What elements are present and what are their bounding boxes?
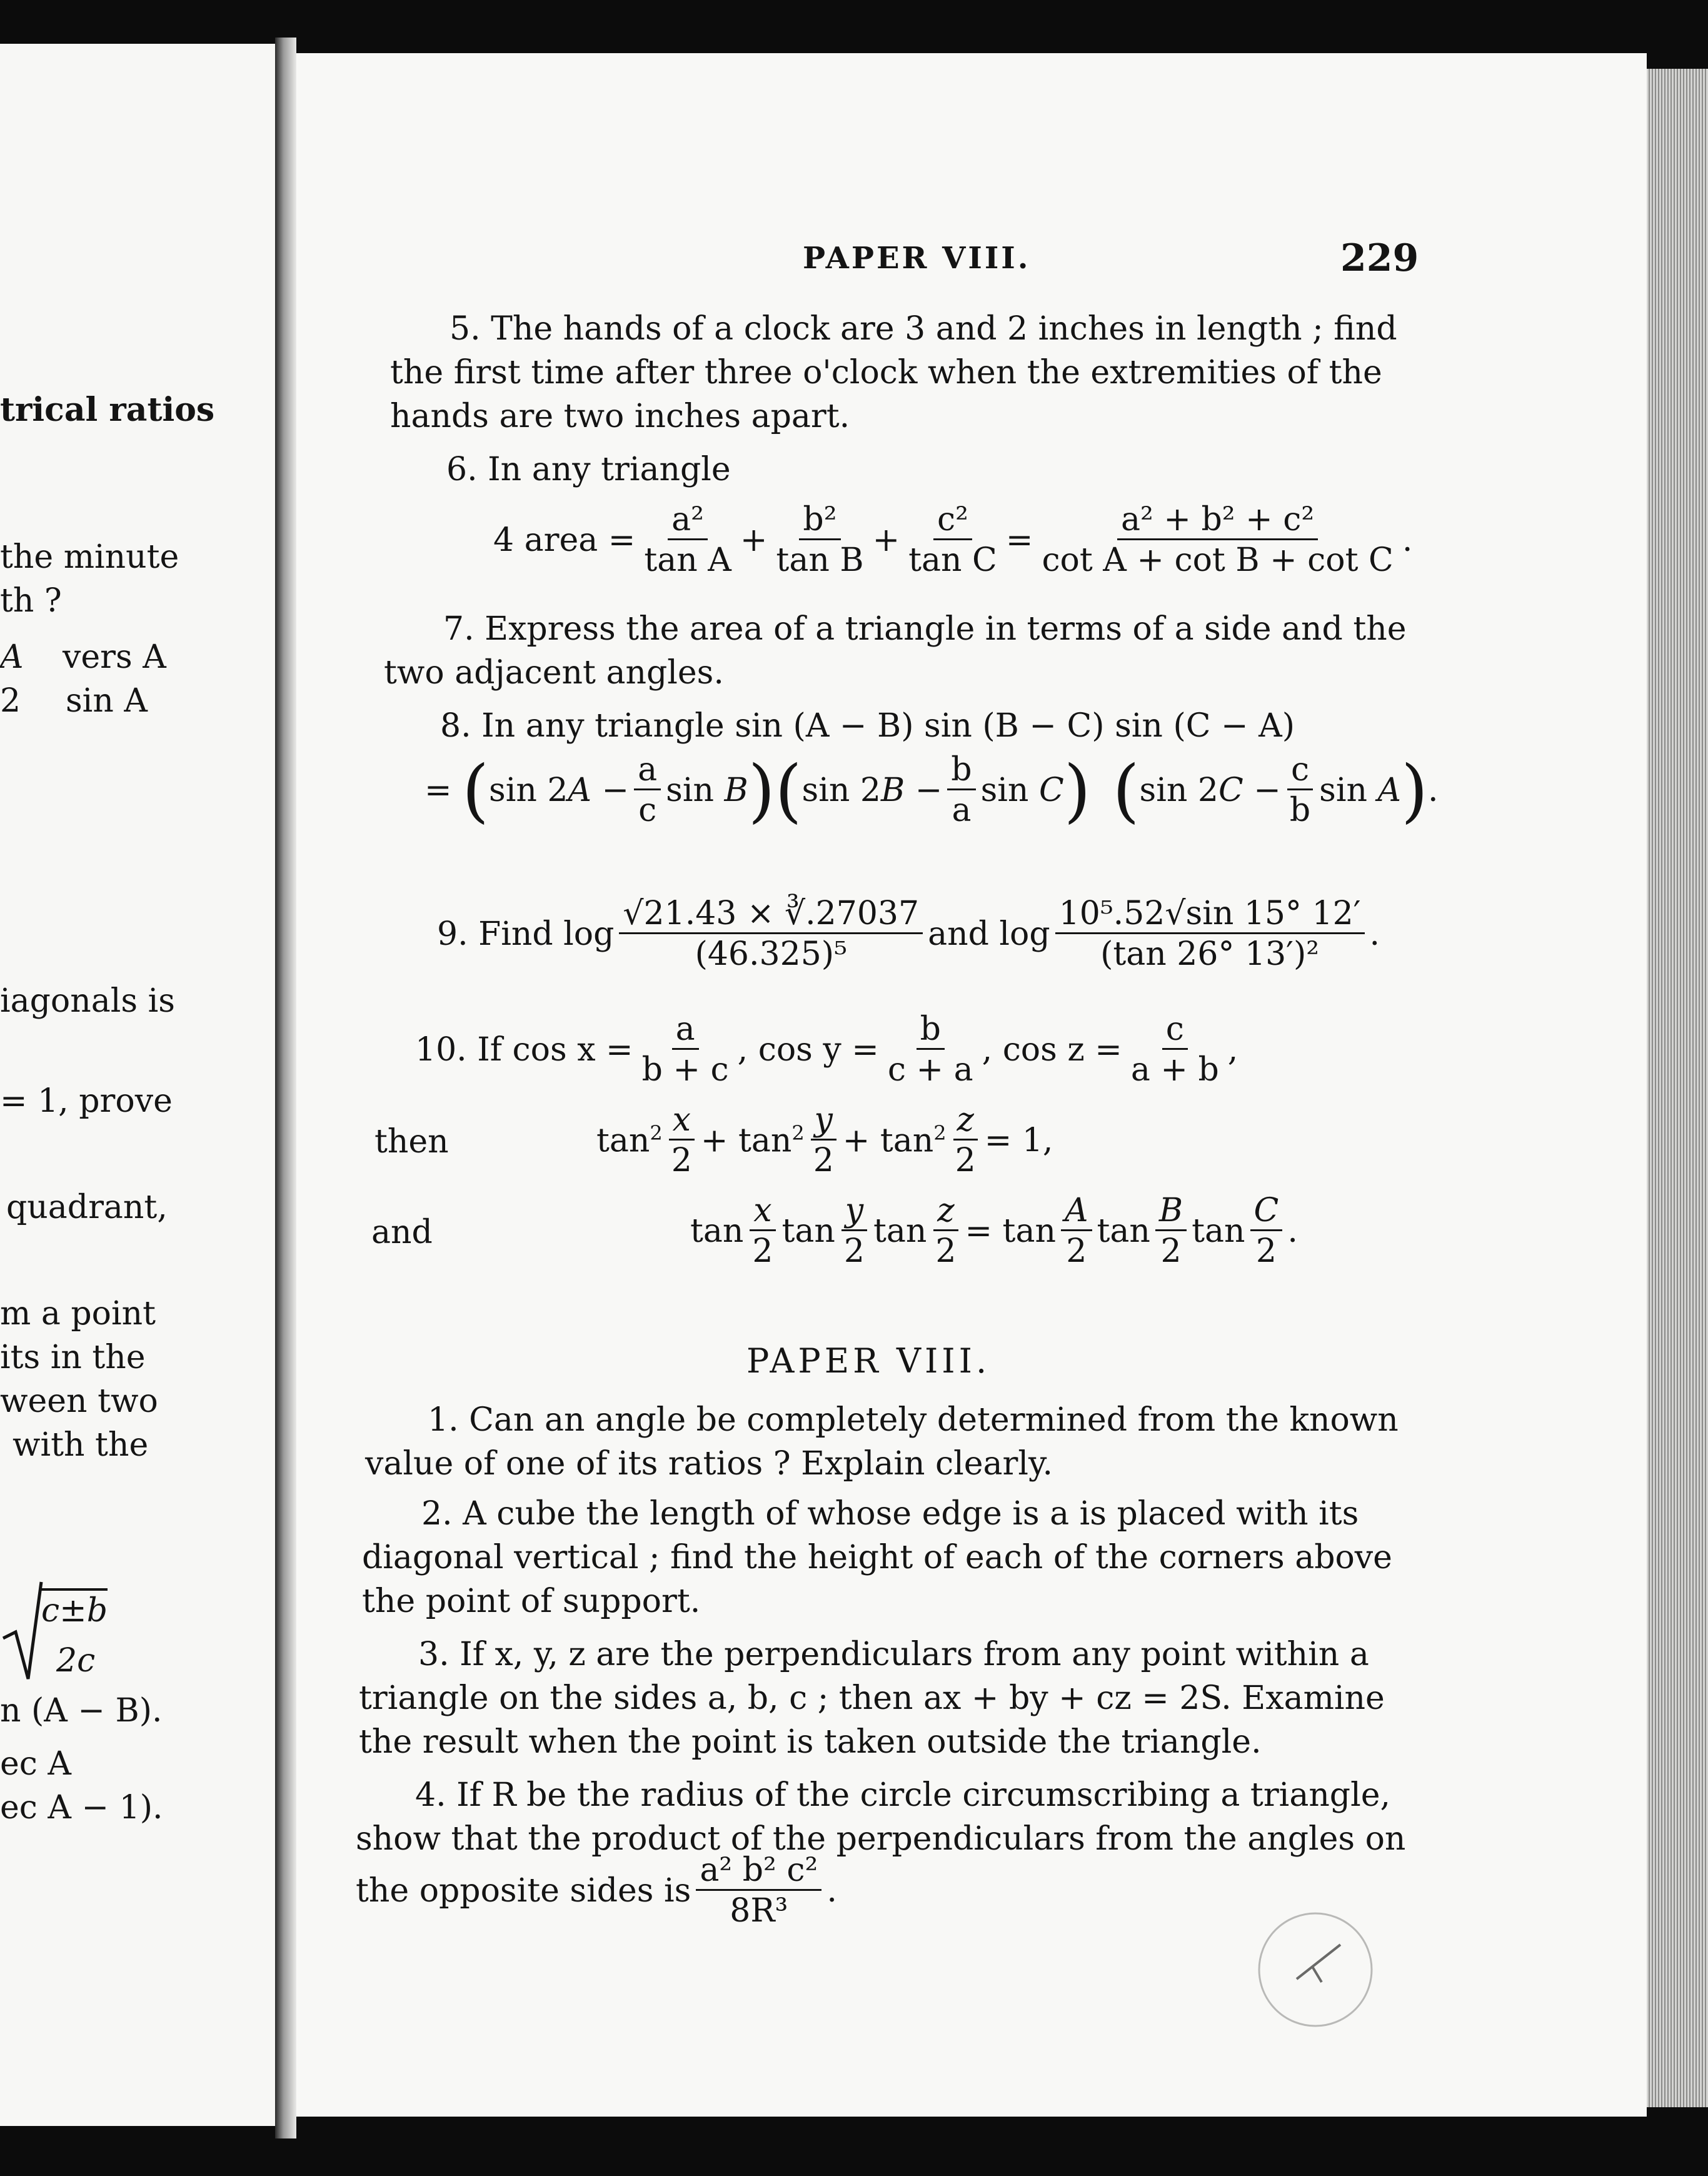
left-line: th ? <box>0 582 62 620</box>
q10-identity-1: $\tan^2$ $\frac{x}{2}$ + $\tan^2$ $\frac{y}{2}$ + $\tan^2$ $\frac{z}{2}$ = 1, <box>596 1101 1053 1179</box>
fraction: $\frac{\text{a²}}{\text{tan A}}$ <box>644 501 731 579</box>
left-line: quadrant, <box>6 1189 168 1226</box>
left-line: its in the <box>0 1339 146 1376</box>
left-line: A <box>0 638 24 676</box>
q5-line: 5. The hands of a clock are 3 and 2 inches in length ; find <box>450 310 1397 348</box>
left-line: 2c <box>56 1642 96 1680</box>
q10-and: and <box>371 1214 433 1251</box>
q7-line: two adjacent angles. <box>384 654 724 692</box>
left-line: the minute <box>0 538 179 576</box>
left-line: ec A <box>0 1745 71 1783</box>
q10-identity-2: tan $\frac{x}{2}$ tan $\frac{y}{2}$ tan $\frac{z}{2}$ = tan $\frac{A}{2}$ tan $\frac{B}{2}$ tan $\frac{C}{2}$ . <box>690 1192 1298 1270</box>
p3-line: the result when the point is taken outside the triangle. <box>359 1723 1262 1761</box>
fraction: $\frac{\text{a² b² c²}}{\text{8R³}}$ <box>696 1854 821 1927</box>
fraction: $\frac{b}{c + a}$ <box>887 1010 973 1089</box>
radical-sign-icon <box>0 1579 44 1685</box>
left-page <box>0 44 275 2126</box>
left-line: 2 <box>0 682 21 720</box>
p3-line: 3. If x, y, z are the perpendiculars from any point within a <box>418 1636 1369 1673</box>
fraction: $\frac{a}{c}$ <box>634 753 661 827</box>
q6-lhs: 4 area = <box>493 521 636 559</box>
q6-intro: 6. In any triangle <box>446 451 731 488</box>
left-line: iagonals is <box>0 982 175 1020</box>
p1-line: 1. Can an angle be completely determined from the known <box>428 1401 1399 1439</box>
p4-last-line: the opposite sides is $\frac{\text{a² b² c²}}{\text{8R³}}$ . <box>356 1851 837 1930</box>
fraction: $\frac{\text{a² + b² + c²}}{\text{cot A + cot B + cot C}}$ <box>1042 501 1394 579</box>
left-line: sin A <box>66 682 148 720</box>
fraction: $\frac{b}{a}$ <box>947 753 975 827</box>
q6-equation: 4 area = $\frac{\text{a²}}{\text{tan A}}$ + $\frac{\text{b²}}{\text{tan B}}$ + $\frac{\text{c²}}{\text{tan C}}$ = $\frac{\text{a² + b² + c²}}{\text{cot A + cot B + cot C}}$ . <box>493 501 1413 579</box>
left-line: trical ratios <box>0 391 215 429</box>
p4-line: show that the product of the perpendiculars from the angles on <box>356 1820 1406 1858</box>
right-page <box>296 53 1647 2117</box>
q8-equation: = ( sin 2A − $\frac{a}{c}$ sin B )( sin 2B − $\frac{b}{a}$ sin C ) ( sin 2C − $\frac{c}{b}$ sin A ) . <box>424 750 1439 830</box>
left-line: n (A − B). <box>0 1692 163 1730</box>
section-title: PAPER VIII. <box>746 1341 991 1381</box>
p2-line: the point of support. <box>362 1583 701 1620</box>
left-line: m a point <box>0 1295 156 1332</box>
left-line: with the <box>13 1426 149 1464</box>
fraction: $\frac{a}{b + c}$ <box>641 1010 729 1089</box>
q10-then: then <box>374 1123 449 1161</box>
q5-line: hands are two inches apart. <box>390 398 850 435</box>
left-line: = 1, prove <box>0 1082 173 1120</box>
fraction: $\frac{\text{10⁵.52√sin 15° 12′}}{\text{(tan 26° 13′)²}}$ <box>1055 897 1365 970</box>
fraction: $\frac{√21.43 \times ∛.27037}{\text{(46.325)⁵}}$ <box>619 897 923 970</box>
q9-equation: 9. Find log $\frac{√21.43 \times ∛.27037}{\text{(46.325)⁵}}$ and log $\frac{\text{10⁵.52√sin 15° 12′}}{\text{(tan 26° 13′)²}}$ . <box>437 895 1380 973</box>
pencil-mark-icon <box>1253 1907 1378 2032</box>
q10-equation: 10. If cos x = $\frac{a}{b + c}$ , cos y = $\frac{b}{c + a}$ , cos z = $\frac{c}{a + b}$ , <box>415 1010 1238 1089</box>
p4-line: 4. If R be the radius of the circle circumscribing a triangle, <box>415 1776 1391 1814</box>
fraction: $\frac{\text{c²}}{\text{tan C}}$ <box>908 501 997 579</box>
q8-line: 8. In any triangle sin (A − B) sin (B − C) sin (C − A) <box>440 707 1295 745</box>
fraction: $\frac{\text{b²}}{\text{tan B}}$ <box>776 501 864 579</box>
page-edges <box>1647 69 1708 2107</box>
book-gutter <box>275 38 296 2138</box>
p2-line: 2. A cube the length of whose edge is a is placed with its <box>421 1495 1359 1533</box>
running-head: PAPER VIII. <box>803 241 1031 276</box>
left-line: vers A <box>63 638 166 676</box>
left-line: c±b <box>41 1588 108 1627</box>
fraction: $\frac{c}{a + b}$ <box>1130 1010 1219 1089</box>
page-number: 229 <box>1340 236 1419 280</box>
left-line: ec A − 1). <box>0 1789 163 1826</box>
p3-line: triangle on the sides a, b, c ; then ax + by + cz = 2S. Examine <box>359 1680 1385 1717</box>
p1-line: value of one of its ratios ? Explain clearly. <box>365 1445 1053 1483</box>
q7-line: 7. Express the area of a triangle in terms of a side and the <box>443 610 1407 648</box>
p2-line: diagonal vertical ; find the height of each of the corners above <box>362 1539 1392 1576</box>
fraction: $\frac{c}{b}$ <box>1286 753 1314 827</box>
left-line: ween two <box>0 1383 158 1420</box>
q5-line: the first time after three o'clock when the extremities of the <box>390 354 1382 391</box>
